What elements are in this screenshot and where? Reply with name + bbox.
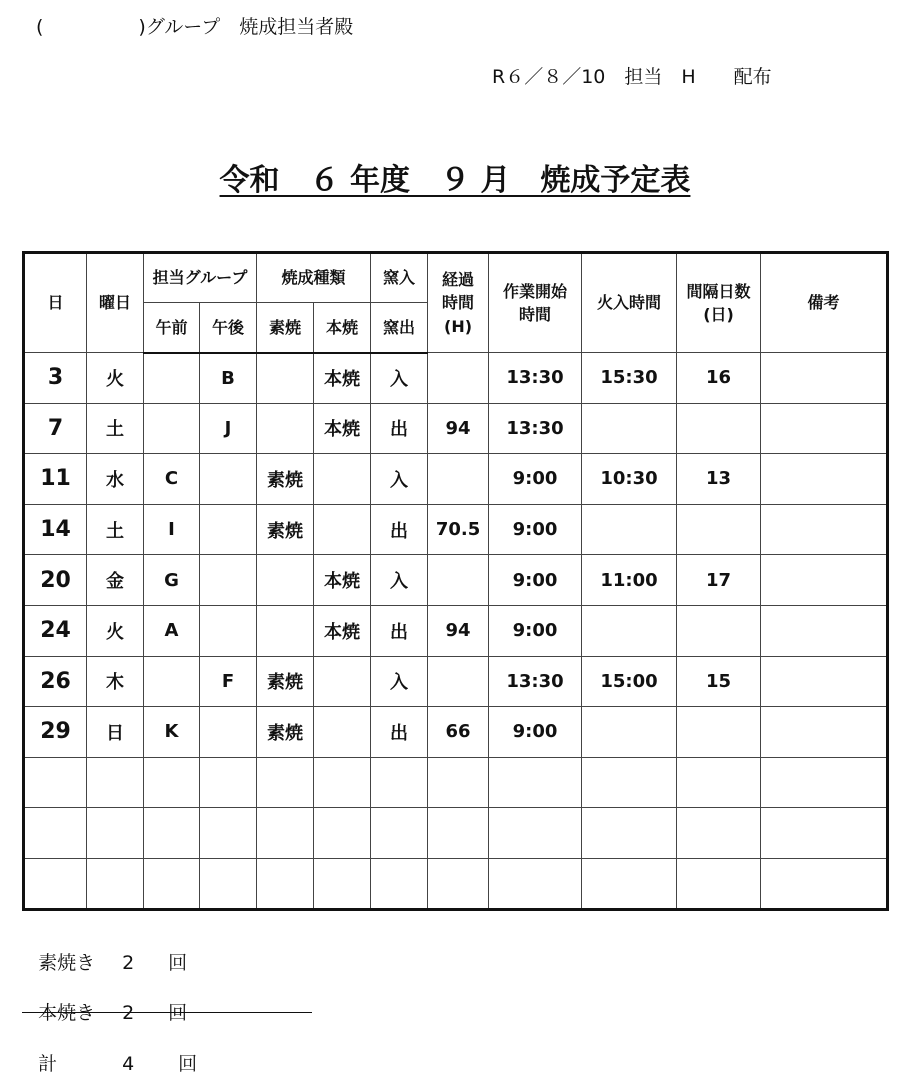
header-glaze: 本焼	[314, 303, 371, 353]
cell-ignition: 15:00	[582, 656, 677, 707]
cell-interval	[677, 707, 761, 758]
cell-day	[24, 808, 87, 859]
cell-notes	[761, 454, 888, 505]
header-start-line2: 時間	[519, 305, 552, 324]
cell-weekday: 火	[87, 353, 144, 404]
table-row	[24, 808, 888, 859]
cell-kiln	[371, 808, 428, 859]
cell-bisque	[257, 403, 314, 454]
summary-bisque	[26, 926, 187, 975]
cell-glaze: 本焼	[314, 555, 371, 606]
cell-glaze: 本焼	[314, 353, 371, 404]
cell-ignition	[582, 858, 677, 909]
table-row	[24, 757, 888, 808]
cell-glaze	[314, 757, 371, 808]
cell-day: 11	[24, 454, 87, 505]
cell-interval	[677, 808, 761, 859]
cell-pm: B	[200, 353, 257, 404]
table-row	[24, 454, 888, 505]
cell-pm	[200, 757, 257, 808]
cell-start	[489, 808, 582, 859]
cell-interval	[677, 403, 761, 454]
cell-kiln: 出	[371, 504, 428, 555]
cell-am	[144, 353, 200, 404]
table-row	[24, 858, 888, 909]
summary-total-label: 計	[38, 1053, 58, 1075]
cell-start	[489, 757, 582, 808]
cell-weekday: 木	[87, 656, 144, 707]
header-elapsed	[428, 253, 489, 353]
cell-bisque	[257, 808, 314, 859]
cell-start: 9:00	[489, 454, 582, 505]
cell-notes	[761, 403, 888, 454]
cell-bisque	[257, 757, 314, 808]
cell-bisque: 素焼	[257, 504, 314, 555]
cell-pm	[200, 858, 257, 909]
cell-day: 26	[24, 656, 87, 707]
cell-ignition	[582, 605, 677, 656]
cell-glaze	[314, 858, 371, 909]
header-start	[489, 253, 582, 353]
cell-elapsed	[428, 858, 489, 909]
cell-kiln: 入	[371, 454, 428, 505]
table-row	[24, 605, 888, 656]
cell-pm	[200, 504, 257, 555]
cell-interval: 15	[677, 656, 761, 707]
cell-am	[144, 808, 200, 859]
cell-am: K	[144, 707, 200, 758]
cell-notes	[761, 656, 888, 707]
cell-am: I	[144, 504, 200, 555]
cell-elapsed	[428, 353, 489, 404]
cell-notes	[761, 757, 888, 808]
header-interval	[677, 253, 761, 353]
cell-day	[24, 757, 87, 808]
cell-kiln: 入	[371, 353, 428, 404]
header-interval-line1: 間隔日数	[686, 281, 751, 301]
cell-start: 13:30	[489, 403, 582, 454]
table-row	[24, 403, 888, 454]
cell-notes	[761, 808, 888, 859]
cell-pm	[200, 808, 257, 859]
header-start-line1: 作業開始	[503, 281, 568, 301]
cell-interval: 17	[677, 555, 761, 606]
cell-day: 29	[24, 707, 87, 758]
summary-glaze-count: 2	[122, 1002, 135, 1024]
cell-glaze	[314, 808, 371, 859]
cell-bisque	[257, 353, 314, 404]
cell-notes	[761, 858, 888, 909]
cell-weekday: 火	[87, 605, 144, 656]
cell-day: 14	[24, 504, 87, 555]
cell-elapsed: 94	[428, 403, 489, 454]
cell-glaze	[314, 656, 371, 707]
header-row-1	[24, 253, 888, 303]
cell-pm	[200, 454, 257, 505]
header-kiln-in: 窯入	[371, 253, 428, 303]
distribution-info: R６／８／10 担当 H 配布	[492, 66, 772, 88]
header-notes: 備考	[761, 253, 888, 353]
cell-day	[24, 858, 87, 909]
cell-elapsed: 66	[428, 707, 489, 758]
cell-interval	[677, 504, 761, 555]
cell-am	[144, 858, 200, 909]
cell-bisque	[257, 555, 314, 606]
summary-bisque-unit: 回	[168, 952, 188, 974]
header-firing-type: 焼成種類	[257, 253, 371, 303]
header-ignition: 火入時間	[582, 253, 677, 353]
header-day: 日	[24, 253, 87, 353]
table-row	[24, 656, 888, 707]
cell-kiln	[371, 757, 428, 808]
cell-kiln: 入	[371, 656, 428, 707]
summary-glaze-unit: 回	[168, 1002, 188, 1024]
table-row	[24, 353, 888, 404]
cell-weekday: 土	[87, 403, 144, 454]
cell-am	[144, 757, 200, 808]
header-elapsed-line1: 経過	[442, 270, 475, 290]
header-elapsed-line3: (H)	[444, 316, 473, 336]
cell-start: 13:30	[489, 656, 582, 707]
cell-day: 7	[24, 403, 87, 454]
cell-bisque: 素焼	[257, 707, 314, 758]
cell-kiln	[371, 858, 428, 909]
cell-kiln: 入	[371, 555, 428, 606]
header-elapsed-line2: 時間	[442, 293, 475, 313]
header-bisque: 素焼	[257, 303, 314, 353]
cell-am	[144, 656, 200, 707]
cell-notes	[761, 707, 888, 758]
cell-bisque: 素焼	[257, 656, 314, 707]
cell-elapsed	[428, 555, 489, 606]
cell-am: C	[144, 454, 200, 505]
cell-start: 9:00	[489, 555, 582, 606]
cell-day: 3	[24, 353, 87, 404]
table-row	[24, 707, 888, 758]
header-weekday: 曜日	[87, 253, 144, 353]
cell-start	[489, 858, 582, 909]
cell-kiln: 出	[371, 707, 428, 758]
addressee-line: ( )グループ 焼成担当者殿	[36, 16, 354, 38]
firing-schedule-table	[22, 251, 889, 911]
cell-ignition: 10:30	[582, 454, 677, 505]
summary-bisque-count: 2	[122, 952, 135, 974]
cell-am: A	[144, 605, 200, 656]
cell-ignition	[582, 707, 677, 758]
cell-kiln: 出	[371, 403, 428, 454]
header-pm: 午後	[200, 303, 257, 353]
cell-glaze	[314, 504, 371, 555]
summary-total	[26, 1027, 197, 1076]
cell-elapsed: 94	[428, 605, 489, 656]
cell-pm	[200, 555, 257, 606]
cell-day: 20	[24, 555, 87, 606]
cell-ignition: 15:30	[582, 353, 677, 404]
cell-weekday	[87, 808, 144, 859]
cell-weekday	[87, 858, 144, 909]
table-row	[24, 555, 888, 606]
cell-am	[144, 403, 200, 454]
cell-ignition	[582, 757, 677, 808]
header-kiln-out: 窯出	[371, 303, 428, 353]
cell-weekday: 金	[87, 555, 144, 606]
cell-glaze	[314, 707, 371, 758]
cell-interval: 16	[677, 353, 761, 404]
summary-glaze	[26, 976, 187, 1025]
cell-elapsed: 70.5	[428, 504, 489, 555]
summary-total-unit: 回	[178, 1053, 198, 1075]
header-am: 午前	[144, 303, 200, 353]
page-title: 令和 ６ 年度 ９ 月 焼成予定表	[219, 163, 691, 198]
cell-elapsed	[428, 454, 489, 505]
cell-weekday: 日	[87, 707, 144, 758]
table-row	[24, 504, 888, 555]
cell-ignition: 11:00	[582, 555, 677, 606]
cell-pm: F	[200, 656, 257, 707]
cell-interval	[677, 605, 761, 656]
cell-pm: J	[200, 403, 257, 454]
cell-interval: 13	[677, 454, 761, 505]
cell-am: G	[144, 555, 200, 606]
summary-bisque-label: 素焼き	[38, 952, 96, 974]
cell-bisque	[257, 605, 314, 656]
cell-glaze: 本焼	[314, 605, 371, 656]
cell-interval	[677, 858, 761, 909]
summary-glaze-label: 本焼き	[38, 1002, 96, 1024]
cell-kiln: 出	[371, 605, 428, 656]
header-group: 担当グループ	[144, 253, 257, 303]
cell-glaze	[314, 454, 371, 505]
cell-start: 13:30	[489, 353, 582, 404]
cell-notes	[761, 353, 888, 404]
cell-ignition	[582, 403, 677, 454]
cell-elapsed	[428, 656, 489, 707]
cell-start: 9:00	[489, 605, 582, 656]
cell-glaze: 本焼	[314, 403, 371, 454]
cell-start: 9:00	[489, 707, 582, 758]
cell-pm	[200, 605, 257, 656]
cell-pm	[200, 707, 257, 758]
summary-total-count: 4	[122, 1053, 135, 1075]
header-interval-line2: (日)	[703, 305, 734, 324]
cell-day: 24	[24, 605, 87, 656]
cell-notes	[761, 504, 888, 555]
cell-bisque	[257, 858, 314, 909]
summary-divider	[22, 1012, 312, 1013]
cell-weekday: 水	[87, 454, 144, 505]
cell-interval	[677, 757, 761, 808]
title-block	[0, 155, 910, 199]
cell-weekday	[87, 757, 144, 808]
cell-elapsed	[428, 757, 489, 808]
cell-ignition	[582, 808, 677, 859]
cell-notes	[761, 555, 888, 606]
cell-elapsed	[428, 808, 489, 859]
cell-start: 9:00	[489, 504, 582, 555]
cell-weekday: 土	[87, 504, 144, 555]
cell-notes	[761, 605, 888, 656]
cell-bisque: 素焼	[257, 454, 314, 505]
cell-ignition	[582, 504, 677, 555]
